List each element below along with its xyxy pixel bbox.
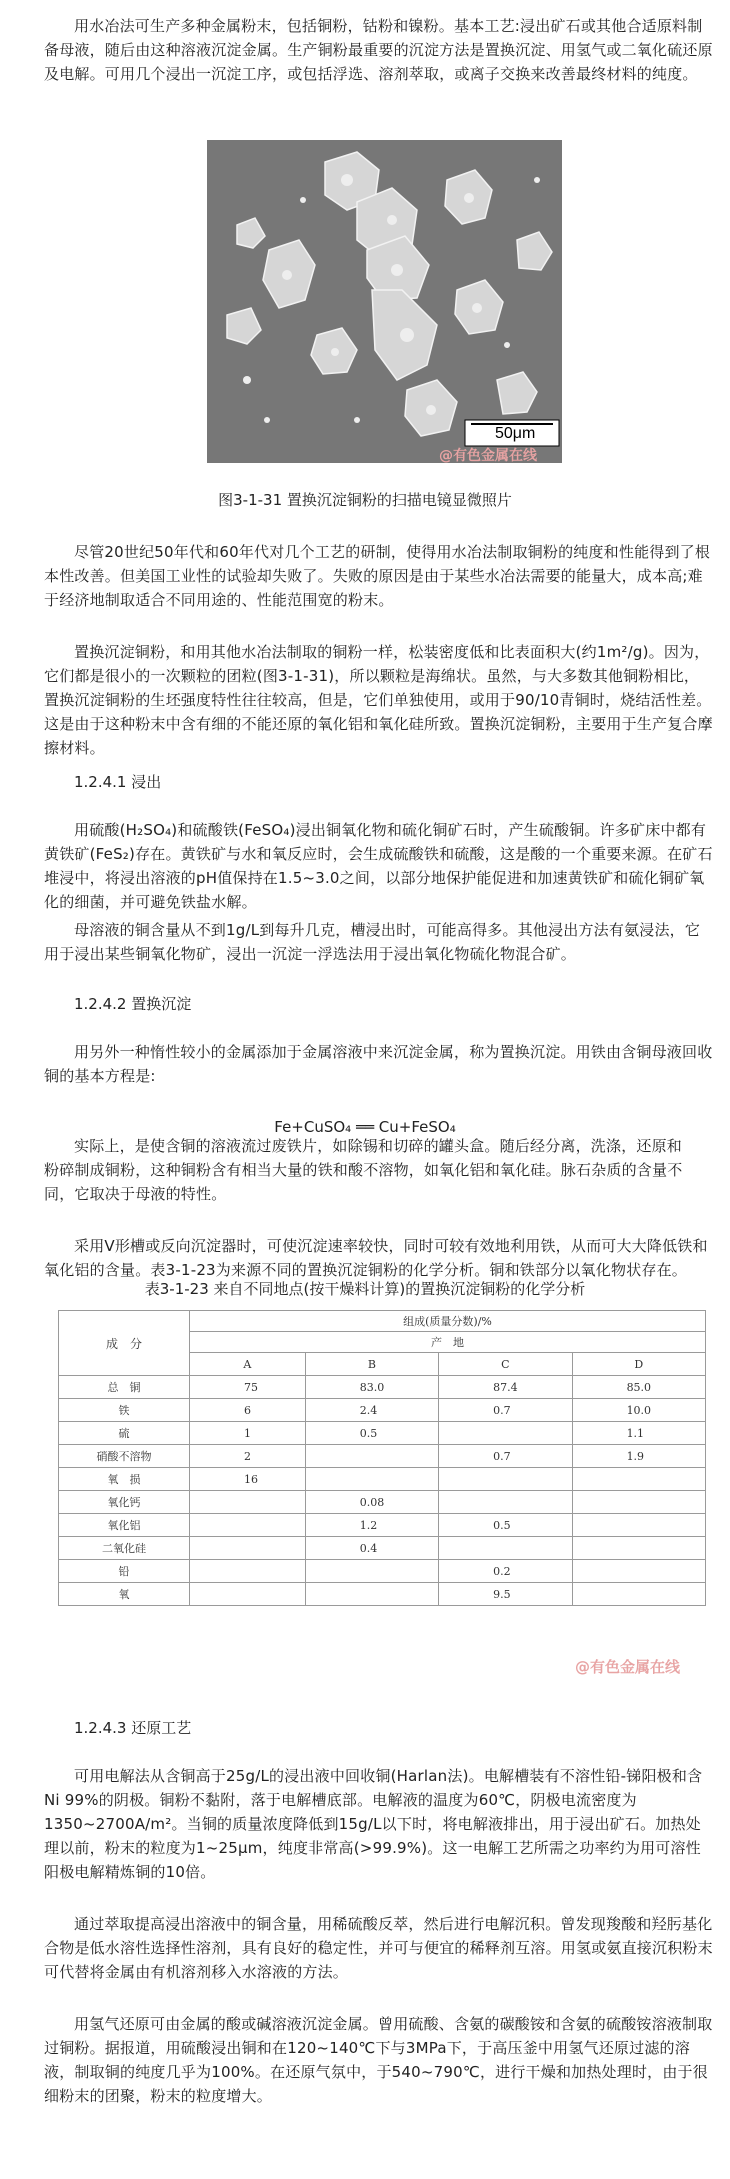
row-label: 铁 — [59, 1399, 190, 1422]
row-label: 氧化钙 — [59, 1491, 190, 1514]
row-label: 硫 — [59, 1422, 190, 1445]
table-header-row — [59, 1311, 706, 1332]
row-label: 硝酸不溶物 — [59, 1445, 190, 1468]
row-label: 氧化铝 — [59, 1514, 190, 1537]
cell — [572, 1560, 705, 1583]
cell: 0.5 — [439, 1514, 572, 1537]
paragraph-cementation: 用另外一种惰性较小的金属添加于金属溶液中来沉淀金属，称为置换沉淀。用铁由含铜母液回收铜的基本方程是: — [44, 1043, 713, 1085]
row-label: 氧 — [59, 1583, 190, 1606]
cell — [572, 1491, 705, 1514]
table-row — [59, 1422, 706, 1445]
cell: 0.7 — [439, 1445, 572, 1468]
cell — [572, 1537, 705, 1560]
cell: 10.0 — [572, 1399, 705, 1422]
paragraph-precipitator: 采用V形槽或反向沉淀器时，可使沉淀速率较快，同时可较有效地利用铁，从而可大大降低铁和氧化铝的含量。表3-1-23为来源不同的置换沉淀铜粉的化学分析。铜和铁部分以氧化物状存在。 — [44, 1237, 708, 1279]
paragraph-mother-liquor: 母溶液的铜含量从不到1g/L到每升几克，槽浸出时，可能高得多。其他浸出方法有氨浸法，它用于浸出某些铜氧化物矿，浸出一沉淀一浮选法用于浸出氧化物硫化物混合矿。 — [44, 921, 701, 963]
cell — [572, 1468, 705, 1491]
table-row — [59, 1399, 706, 1422]
cell: 87.4 — [439, 1376, 572, 1399]
table-title: 表3-1-23 来自不同地点(按干燥料计算)的置换沉淀铜粉的化学分析 — [144, 1280, 586, 1298]
table-watermark: @有色金属在线 — [575, 1658, 681, 1676]
column-c: C — [439, 1353, 572, 1376]
cell — [190, 1560, 306, 1583]
cell: 83.0 — [305, 1376, 438, 1399]
table-row — [59, 1514, 706, 1537]
row-label: 铅 — [59, 1560, 190, 1583]
row-label: 氧 损 — [59, 1468, 190, 1491]
section-heading-cementation: 1.2.4.2 置换沉淀 — [74, 995, 192, 1013]
section-heading-reduction: 1.2.4.3 还原工艺 — [74, 1719, 192, 1737]
table-row — [59, 1537, 706, 1560]
cell — [190, 1537, 306, 1560]
paragraph-extraction: 通过萃取提高浸出溶液中的铜含量，用稀硫酸反萃，然后进行电解沉积。曾发现羧酸和羟肟基化合物是低水溶性选择性溶剂，具有良好的稳定性，并可与便宜的稀释剂互溶。用氢或氨直接沉积粉末可代替将金属由有机溶剂移入水溶液的方法。 — [44, 1915, 713, 1981]
cell — [190, 1514, 306, 1537]
sem-micrograph — [207, 140, 562, 463]
paragraph-electrolysis: 可用电解法从含铜高于25g/L的浸出液中回收铜(Harlan法)。电解槽装有不溶性铅-锑阳极和含Ni 99%的阴极。铜粉不黏附，落于电解槽底部。电解液的温度为60℃，阴极电流密度为1350~2700A/m²。当铜的质量浓度降低到15g/L以下时，将电解液排出，用于浸出矿石。加热处理以前，粉末的粒度为1~25μm，纯度非常高(>99.9%)。这一电解工艺所需之功率约为用可溶性阳极电解精炼铜的10倍。 — [44, 1767, 703, 1881]
row-label: 二氧化硅 — [59, 1537, 190, 1560]
cell: 0.4 — [305, 1537, 438, 1560]
cell: 0.5 — [305, 1422, 438, 1445]
cell: 75 — [190, 1376, 306, 1399]
paragraph-practice: 实际上，是使含铜的溶液流过废铁片，如除锡和切碎的罐头盒。随后经分离，洗涤，还原和粉碎制成铜粉，这种铜粉含有相当大量的铁和酸不溶物，如氧化铝和氧化硅。脉石杂质的含量不同，它取决于母液的特性。 — [44, 1137, 683, 1203]
cell — [439, 1491, 572, 1514]
cell — [190, 1491, 306, 1514]
table-row — [59, 1445, 706, 1468]
cell: 1.1 — [572, 1422, 705, 1445]
reaction-equation: Fe+CuSO₄ ══ Cu+FeSO₄ — [274, 1118, 456, 1136]
cell — [305, 1445, 438, 1468]
paragraph-properties: 置换沉淀铜粉，和用其他水冶法制取的铜粉一样，松装密度低和比表面积大(约1m²/g)。因为，它们都是很小的一次颗粒的团粒(图3-1-31)，所以颗粒是海绵状。虽然，与大多数其他铜粉相比，置换沉淀铜粉的生坯强度特性往往较高，但是，它们单独使用，或用于90/10青铜时，烧结活性差。这是由于这种粉末中含有细的不能还原的氧化铝和氧化硅所致。置换沉淀铜粉，主要用于生产复合摩擦材料。 — [44, 643, 713, 757]
micrograph-image — [207, 140, 562, 463]
cell: 85.0 — [572, 1376, 705, 1399]
cell — [190, 1583, 306, 1606]
cell — [305, 1583, 438, 1606]
figure-watermark: @有色金属在线 — [439, 448, 537, 463]
table-row — [59, 1583, 706, 1606]
cell — [572, 1514, 705, 1537]
component-header: 成 分 — [59, 1311, 190, 1376]
paragraph-hydrogen-reduction: 用氢气还原可由金属的酸或碱溶液沉淀金属。曾用硫酸、含氨的碳酸铵和含氨的硫酸铵溶液制取过铜粉。据报道，用硫酸浸出铜和在120~140℃下与3MPa下，于高压釜中用氢气还原过滤的溶液，制取铜的纯度几乎为100%。在还原气氛中，于540~790℃，进行干燥和加热处理时，由于很细粉末的团聚，粉末的粒度增大。 — [44, 2015, 713, 2105]
column-d: D — [572, 1353, 705, 1376]
cell: 2.4 — [305, 1399, 438, 1422]
table-row — [59, 1468, 706, 1491]
paragraph-leaching: 用硫酸(H₂SO₄)和硫酸铁(FeSO₄)浸出铜氧化物和硫化铜矿石时，产生硫酸铜。许多矿床中都有黄铁矿(FeS₂)存在。黄铁矿与水和氧反应时，会生成硫酸铁和硫酸，这是酸的一个重要来源。在矿石堆浸中，将浸出溶液的pH值保持在1.5~3.0之间，以部分地保护能促进和加速黄铁矿和硫化铜矿氧化的细菌，并可避免铁盐水解。 — [44, 821, 713, 911]
cell: 1 — [190, 1422, 306, 1445]
section-heading-leaching: 1.2.4.1 浸出 — [74, 773, 162, 791]
scale-bar-label: 50μm — [495, 425, 536, 442]
cell: 9.5 — [439, 1583, 572, 1606]
cell — [305, 1468, 438, 1491]
cell — [439, 1537, 572, 1560]
column-b: B — [305, 1353, 438, 1376]
cell: 0.08 — [305, 1491, 438, 1514]
table-row — [59, 1491, 706, 1514]
cell — [439, 1468, 572, 1491]
composition-header: 组成(质量分数)/% — [190, 1311, 706, 1332]
row-label: 总 铜 — [59, 1376, 190, 1399]
cell: 0.2 — [439, 1560, 572, 1583]
paragraph-intro: 用水冶法可生产多种金属粉末，包括铜粉，钴粉和镍粉。基本工艺:浸出矿石或其他合适原料制备母液，随后由这种溶液沉淀金属。生产铜粉最重要的沉淀方法是置换沉淀、用氢气或二氧化硫还原及电解。可用几个浸出一沉淀工序，或包括浮选、溶剂萃取，或离子交换来改善最终材料的纯度。 — [44, 17, 713, 83]
analysis-table — [58, 1310, 706, 1606]
figure-caption: 图3-1-31 置换沉淀铜粉的扫描电镜显微照片 — [218, 491, 512, 509]
cell: 0.7 — [439, 1399, 572, 1422]
cell — [305, 1560, 438, 1583]
cell — [572, 1583, 705, 1606]
cell: 16 — [190, 1468, 306, 1491]
cell: 6 — [190, 1399, 306, 1422]
cell: 1.2 — [305, 1514, 438, 1537]
cell — [439, 1422, 572, 1445]
cell: 2 — [190, 1445, 306, 1468]
column-a: A — [190, 1353, 306, 1376]
origin-header: 产 地 — [190, 1332, 706, 1353]
table-row — [59, 1560, 706, 1583]
cell: 1.9 — [572, 1445, 705, 1468]
paragraph-history: 尽管20世纪50年代和60年代对几个工艺的研制，使得用水冶法制取铜粉的纯度和性能得到了根本性改善。但美国工业性的试验却失败了。失败的原因是由于某些水冶法需要的能量大，成本高;难于经济地制取适合不同用途的、性能范围宽的粉末。 — [44, 543, 711, 609]
table-row — [59, 1376, 706, 1399]
